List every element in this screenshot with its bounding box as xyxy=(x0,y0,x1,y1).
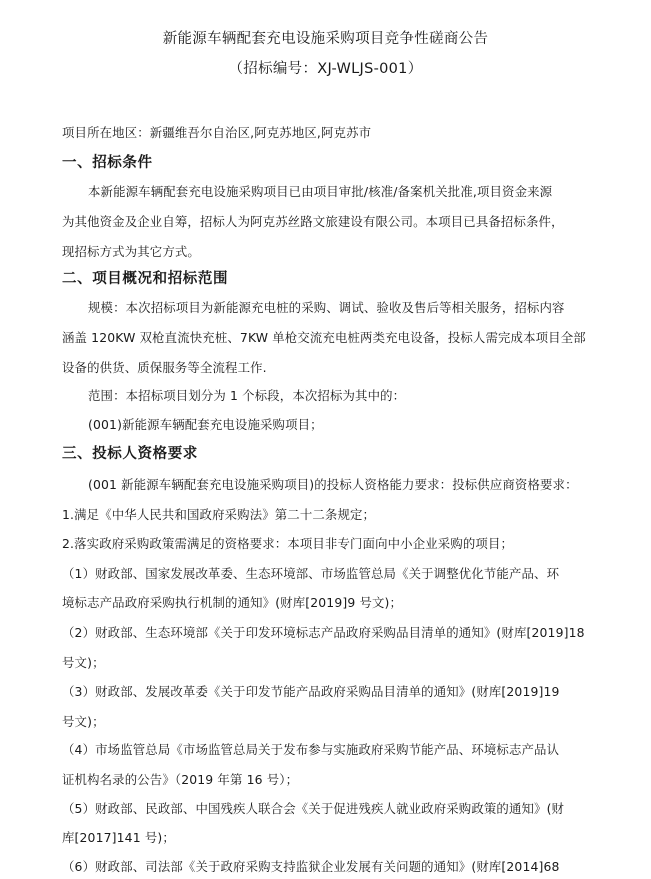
paragraph-line: （2）财政部、生态环境部《关于印发环境标志产品政府采购品目清单的通知》(财库[2019]18 xyxy=(62,625,585,640)
section-heading-2: 二、项目概况和招标范围 xyxy=(62,271,229,287)
paragraph-line: 设备的供货、质保服务等全流程工作. xyxy=(62,360,267,375)
paragraph-line: （4）市场监管总局《市场监管总局关于发布参与实施政府采购节能产品、环境标志产品认 xyxy=(62,742,560,757)
paragraph-line: （3）财政部、发展改革委《关于印发节能产品政府采购品目清单的通知》(财库[2019]19 xyxy=(62,684,560,699)
paragraph-line: （6）财政部、司法部《关于政府采购支持监狱企业发展有关问题的通知》(财库[2014]68 xyxy=(62,859,560,874)
project-location: 项目所在地区：新疆维吾尔自治区,阿克苏地区,阿克苏市 xyxy=(62,125,372,140)
tender-number: （招标编号：XJ-WLJS-001） xyxy=(228,61,423,77)
paragraph-line: 范围：本招标项目划分为 1 个标段，本次招标为其中的： xyxy=(88,388,406,403)
paragraph-line: 境标志产品政府采购执行机制的通知》(财库[2019]9 号文)； xyxy=(62,595,403,610)
document-title: 新能源车辆配套充电设施采购项目竞争性磋商公告 xyxy=(162,31,489,47)
paragraph-line: 本新能源车辆配套充电设施采购项目已由项目审批/核准/备案机关批准,项目资金来源 xyxy=(88,184,553,199)
paragraph-line: 证机构名录的公告》（2019 年第 16 号）； xyxy=(62,772,299,787)
paragraph-line: 号文)； xyxy=(62,655,105,670)
section-heading-1: 一、招标条件 xyxy=(62,155,153,171)
paragraph-line: 2.落实政府采购政策需满足的资格要求：本项目非专门面向中小企业采购的项目； xyxy=(62,536,514,551)
section-heading-3: 三、投标人资格要求 xyxy=(62,446,198,462)
paragraph-line: 规模：本次招标项目为新能源充电桩的采购、调试、验收及售后等相关服务，招标内容 xyxy=(88,300,565,315)
paragraph-line: 现招标方式为其它方式。 xyxy=(62,244,200,259)
paragraph-line: (001)新能源车辆配套充电设施采购项目； xyxy=(88,417,323,432)
paragraph-line: （5）财政部、民政部、中国残疾人联合会《关于促进残疾人就业政府采购政策的通知》(财 xyxy=(62,801,565,816)
paragraph-line: 库[2017]141 号)； xyxy=(62,830,175,845)
paragraph-line: 号文)； xyxy=(62,714,105,729)
paragraph-line: 1.满足《中华人民共和国政府采购法》第二十二条规定； xyxy=(62,507,376,522)
paragraph-line: 为其他资金及企业自筹，招标人为阿克苏丝路文旅建设有限公司。本项目已具备招标条件， xyxy=(62,214,564,229)
paragraph-line: (001 新能源车辆配套充电设施采购项目)的投标人资格能力要求：投标供应商资格要求： xyxy=(88,477,578,492)
paragraph-line: 涵盖 120KW 双枪直流快充桩、7KW 单枪交流充电桩两类充电设备，投标人需完成本项目全部 xyxy=(62,330,586,345)
paragraph-line: （1）财政部、国家发展改革委、生态环境部、市场监管总局《关于调整优化节能产品、环 xyxy=(62,566,560,581)
